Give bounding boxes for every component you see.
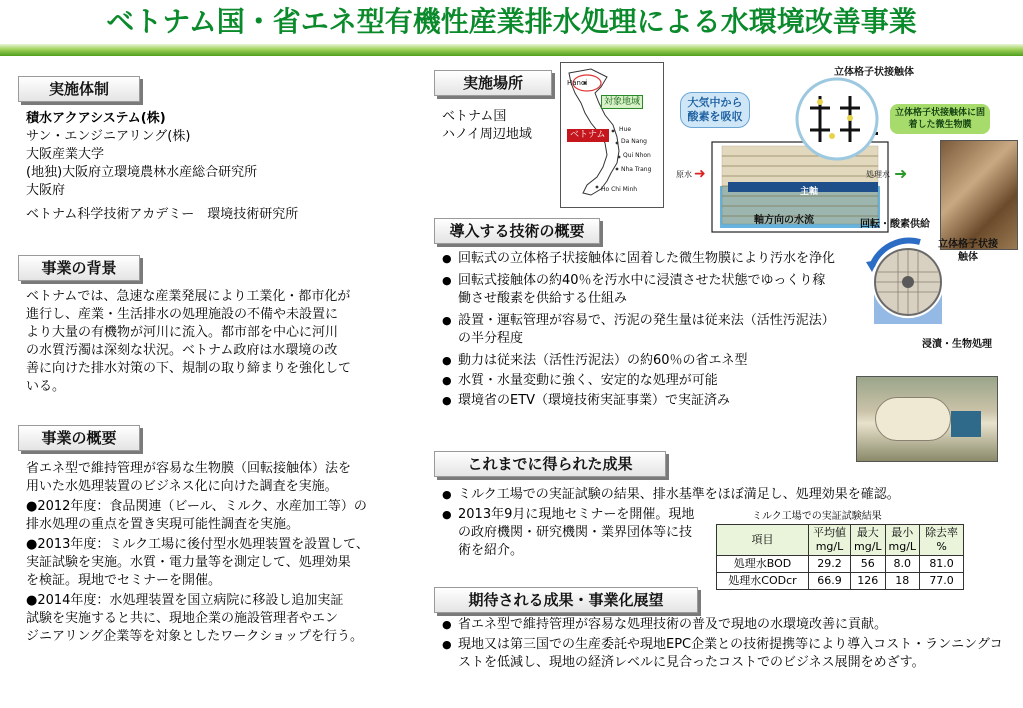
location-heading: 実施場所 — [434, 70, 552, 96]
table-header: 平均値 mg/L — [809, 525, 851, 556]
implementer-line: サン・エンジニアリング(株) — [26, 129, 191, 144]
background-line: ベトナムでは、急速な産業発展により工業化・都市化が — [26, 289, 351, 304]
expected-heading: 期待される成果・事業化展望 — [434, 587, 698, 613]
technology-item: ● 水質・水量変動に強く、安定的な処理が可能 — [440, 372, 835, 390]
expected-item: ● 現地又は第三国での生産委託や現地EPC企業との技術提携等により導入コスト・ランニングコストを低減し、現地の経済レベルに見合ったコストでのビジネス展開をめざす。 — [440, 636, 1010, 672]
results-list-2 — [440, 506, 702, 560]
results-table-caption: ミルク工場での実証試験結果 — [752, 511, 882, 522]
table-cell: 77.0 — [920, 573, 964, 590]
lattice-label: 立体格子状接触体 — [834, 67, 914, 78]
outflow-arrow-icon: ➜ — [894, 164, 908, 183]
vietnam-map — [560, 62, 664, 208]
implementer-lead: 積水アクアシステム(株) — [26, 111, 166, 126]
implementer-partner: ベトナム科学技術アカデミー 環境技術研究所 — [26, 207, 299, 222]
table-row — [717, 556, 964, 573]
background-line: 進行し、産業・生活排水の処理施設の不備や未設置に — [26, 307, 339, 322]
location-body — [442, 108, 552, 144]
overview-line: ●2013年度：ミルク工場に後付型水処理装置を設置して、 — [26, 537, 369, 552]
oxygen-bubble: 大気中から酸素を吸収 — [680, 92, 750, 128]
background-line: の水質汚濁は深刻な状況。ベトナム政府は水環境の改 — [26, 343, 338, 358]
results-item: ● ミルク工場での実証試験の結果、排水基準をほぼ満足し、処理効果を確認。 — [440, 486, 1010, 504]
table-cell: 29.2 — [809, 556, 851, 573]
implementer-line: (地独)大阪府立環境農林水産総合研究所 — [26, 165, 258, 180]
lattice-label-2: 立体格子状接触体 — [938, 239, 998, 263]
results-heading: これまでに得られた成果 — [434, 451, 666, 477]
inflow-arrow-icon: ➜ — [694, 166, 706, 182]
table-cell: 8.0 — [885, 556, 920, 573]
map-city-label: Hue — [619, 126, 632, 133]
technology-item: ● 環境省のETV（環境技術実証事業）で実証済み — [440, 392, 835, 410]
lattice-zoom-circle — [792, 74, 882, 164]
outflow-label: 処理水 — [866, 170, 890, 179]
overview-line: ●2014年度：水処理装置を国立病院に移設し追加実証 — [26, 593, 344, 608]
axial-flow-label: 軸方向の水流 — [754, 215, 814, 226]
overview-line: 試験を実施すると共に、現地企業の施設管理者やエン — [26, 611, 339, 626]
overview-line: 実証試験を実施。水質・電力量等を測定して、処理効果 — [26, 555, 351, 570]
technology-item: ● 回転式の立体格子状接触体に固着した微生物膜により汚水を浄化 — [440, 250, 835, 268]
expected-list — [440, 616, 1010, 672]
results-list — [440, 486, 1010, 504]
overview-line: 用いた水処理装置のビジネス化に向けた調査を実施。 — [26, 479, 338, 494]
map-city-label: Nha Trang — [621, 166, 652, 173]
background-line: より大量の有機物が河川に流入。都市部を中心に河川 — [26, 325, 339, 340]
table-cell: 18 — [885, 573, 920, 590]
axis-label: 主軸 — [800, 187, 819, 197]
results-table — [716, 524, 964, 590]
table-row — [717, 573, 964, 590]
page-title: ベトナム国・省エネ型有機性産業排水処理による水環境改善事業 — [106, 5, 917, 38]
title-underline-bar — [0, 44, 1023, 56]
map-target-tag: 対象地域 — [601, 95, 643, 109]
map-city-label: Hanoi — [567, 79, 588, 87]
equipment-photo — [856, 376, 998, 462]
immersion-label: 浸漬・生物処理 — [922, 339, 992, 350]
table-header: 項目 — [717, 525, 809, 556]
implementers-heading: 実施体制 — [18, 76, 140, 102]
expected-item: ● 省エネ型で維持管理が容易な処理技術の普及で現地の水環境改善に貢献。 — [440, 616, 1010, 634]
rotation-label: 回転・酸素供給 — [860, 219, 930, 230]
implementer-line: 大阪府 — [26, 183, 66, 198]
map-city-label: Da Nang — [621, 138, 647, 145]
results-item: ● 2013年9月に現地セミナーを開催。現地の政府機関・研究機関・業界団体等に技術を紹介。 — [440, 506, 702, 560]
map-city-label: Ho Chi Minh — [601, 186, 638, 193]
table-cell: 66.9 — [809, 573, 851, 590]
overview-line: 省エネ型で維持管理が容易な生物膜（回転接触体）法を — [26, 461, 352, 476]
overview-body — [26, 460, 418, 646]
background-line: いる。 — [26, 379, 66, 394]
rotating-disk-icon — [858, 232, 958, 332]
table-header: 除去率 % — [920, 525, 964, 556]
table-cell: 126 — [851, 573, 886, 590]
background-body — [26, 288, 416, 396]
overview-line: 排水処理の重点を置き実現可能性調査を実施。 — [26, 517, 300, 532]
table-cell: 処理水CODcr — [717, 573, 809, 590]
map-city-label: Qui Nhon — [623, 152, 651, 159]
technology-item: ● 設置・運転管理が容易で、汚泥の発生量は従来法（活性汚泥法）の半分程度 — [440, 312, 835, 348]
table-header: 最小 mg/L — [885, 525, 920, 556]
technology-heading: 導入する技術の概要 — [434, 218, 600, 244]
overview-line: ●2012年度：食品関連（ビール、ミルク、水産加工等）の — [26, 499, 367, 514]
location-line: ハノイ周辺地域 — [442, 127, 532, 142]
background-heading: 事業の背景 — [18, 255, 140, 281]
table-cell: 81.0 — [920, 556, 964, 573]
implementer-line: 大阪産業大学 — [26, 147, 105, 162]
table-cell: 処理水BOD — [717, 556, 809, 573]
technology-list — [440, 250, 835, 410]
technology-item: ● 回転式接触体の約40％を汚水中に浸漬させた状態でゆっくり稼働させ酸素を供給する仕組み — [440, 272, 835, 308]
location-line: ベトナム国 — [442, 109, 507, 124]
table-cell: 56 — [851, 556, 886, 573]
overview-line: を検証。現地でセミナーを開催。 — [26, 573, 222, 588]
overview-line: ジニアリング企業等を対象としたワークショップを行う。 — [26, 629, 363, 644]
biofilm-bubble: 立体格子状接触体に固着した微生物膜 — [890, 104, 990, 134]
background-line: 善に向けた排水対策の下、規制の取り締まりを強化して — [26, 361, 352, 376]
map-country-tag: ベトナム — [567, 129, 609, 142]
implementers-body — [26, 110, 406, 224]
technology-item: ● 動力は従来法（活性汚泥法）の約60％の省エネ型 — [440, 352, 835, 370]
overview-heading: 事業の概要 — [18, 425, 140, 451]
inflow-label: 原水 — [676, 170, 692, 179]
table-header: 最大 mg/L — [851, 525, 886, 556]
